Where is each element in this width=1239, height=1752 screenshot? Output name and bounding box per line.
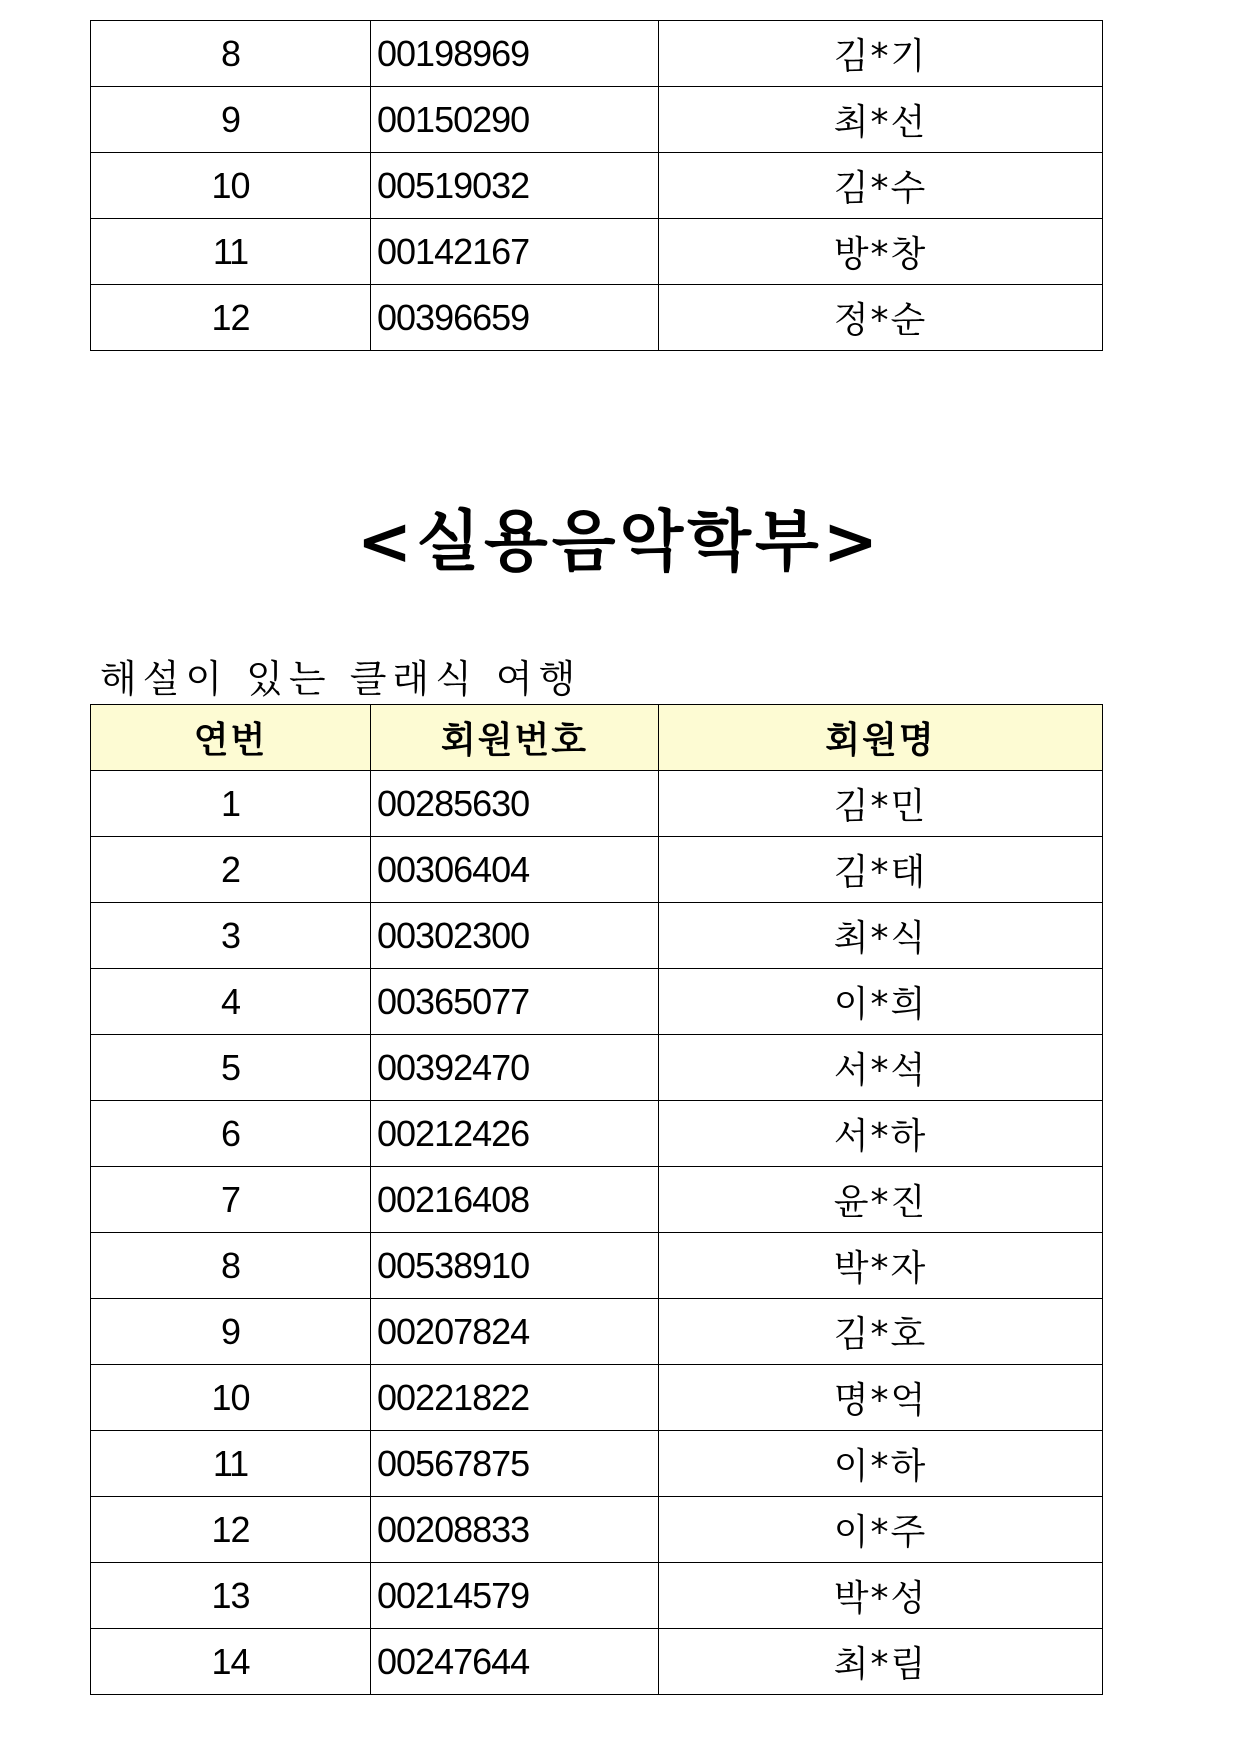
table-row: [91, 1431, 1103, 1497]
member-name: 명*억: [659, 1365, 1103, 1431]
row-number: 5: [91, 1035, 371, 1101]
member-id: 00247644: [371, 1629, 659, 1695]
member-id: 00216408: [371, 1167, 659, 1233]
member-name: 서*하: [659, 1101, 1103, 1167]
column-header-member-id: 회원번호: [371, 705, 659, 771]
member-id: 00302300: [371, 903, 659, 969]
row-number: 9: [91, 87, 371, 153]
member-name: 박*성: [659, 1563, 1103, 1629]
member-name: 김*민: [659, 771, 1103, 837]
header-row: [91, 705, 1103, 771]
member-id: 00212426: [371, 1101, 659, 1167]
table-row: [91, 87, 1103, 153]
member-name: 이*주: [659, 1497, 1103, 1563]
member-id: 00142167: [371, 219, 659, 285]
table-row: [91, 1233, 1103, 1299]
row-number: 13: [91, 1563, 371, 1629]
member-name: 김*호: [659, 1299, 1103, 1365]
table-row: [91, 21, 1103, 87]
previous-member-table: [90, 20, 1103, 351]
member-id: 00306404: [371, 837, 659, 903]
member-name: 방*창: [659, 219, 1103, 285]
member-id: 00221822: [371, 1365, 659, 1431]
member-id: 00538910: [371, 1233, 659, 1299]
member-id: 00392470: [371, 1035, 659, 1101]
member-table-body: [91, 771, 1103, 1695]
row-number: 6: [91, 1101, 371, 1167]
member-name: 서*석: [659, 1035, 1103, 1101]
member-name: 김*기: [659, 21, 1103, 87]
member-id: 00198969: [371, 21, 659, 87]
row-number: 8: [91, 1233, 371, 1299]
member-name: 김*수: [659, 153, 1103, 219]
department-title: <실용음악학부>: [356, 503, 883, 580]
member-id: 00285630: [371, 771, 659, 837]
member-id: 00396659: [371, 285, 659, 351]
table-row: [91, 1299, 1103, 1365]
table-row: [91, 969, 1103, 1035]
member-id: 00519032: [371, 153, 659, 219]
row-number: 2: [91, 837, 371, 903]
row-number: 4: [91, 969, 371, 1035]
member-name: 김*태: [659, 837, 1103, 903]
member-name: 윤*진: [659, 1167, 1103, 1233]
member-id: 00365077: [371, 969, 659, 1035]
member-table: [90, 704, 1103, 1695]
table-row: [91, 903, 1103, 969]
member-name: 이*희: [659, 969, 1103, 1035]
member-id: 00214579: [371, 1563, 659, 1629]
member-name: 이*하: [659, 1431, 1103, 1497]
table-row: [91, 1035, 1103, 1101]
row-number: 12: [91, 285, 371, 351]
row-number: 11: [91, 1431, 371, 1497]
row-number: 8: [91, 21, 371, 87]
course-title: 해설이 있는 클래식 여행: [100, 657, 582, 701]
member-name: 최*선: [659, 87, 1103, 153]
table-row: [91, 219, 1103, 285]
row-number: 9: [91, 1299, 371, 1365]
member-name: 박*자: [659, 1233, 1103, 1299]
table-row: [91, 771, 1103, 837]
table-row: [91, 1629, 1103, 1695]
row-number: 12: [91, 1497, 371, 1563]
row-number: 7: [91, 1167, 371, 1233]
column-header-number: 연번: [91, 705, 371, 771]
row-number: 10: [91, 153, 371, 219]
table-row: [91, 1101, 1103, 1167]
table-row: [91, 1167, 1103, 1233]
table-row: [91, 1365, 1103, 1431]
row-number: 11: [91, 219, 371, 285]
row-number: 10: [91, 1365, 371, 1431]
row-number: 3: [91, 903, 371, 969]
row-number: 14: [91, 1629, 371, 1695]
member-id: 00207824: [371, 1299, 659, 1365]
table-row: [91, 1563, 1103, 1629]
member-name: 최*림: [659, 1629, 1103, 1695]
member-id: 00567875: [371, 1431, 659, 1497]
table-row: [91, 837, 1103, 903]
member-id: 00208833: [371, 1497, 659, 1563]
table-row: [91, 153, 1103, 219]
column-header-member-name: 회원명: [659, 705, 1103, 771]
member-name: 최*식: [659, 903, 1103, 969]
member-table-header: [91, 705, 1103, 771]
row-number: 1: [91, 771, 371, 837]
member-id: 00150290: [371, 87, 659, 153]
member-name: 정*순: [659, 285, 1103, 351]
table-row: [91, 285, 1103, 351]
previous-member-table-body: [91, 21, 1103, 351]
table-row: [91, 1497, 1103, 1563]
